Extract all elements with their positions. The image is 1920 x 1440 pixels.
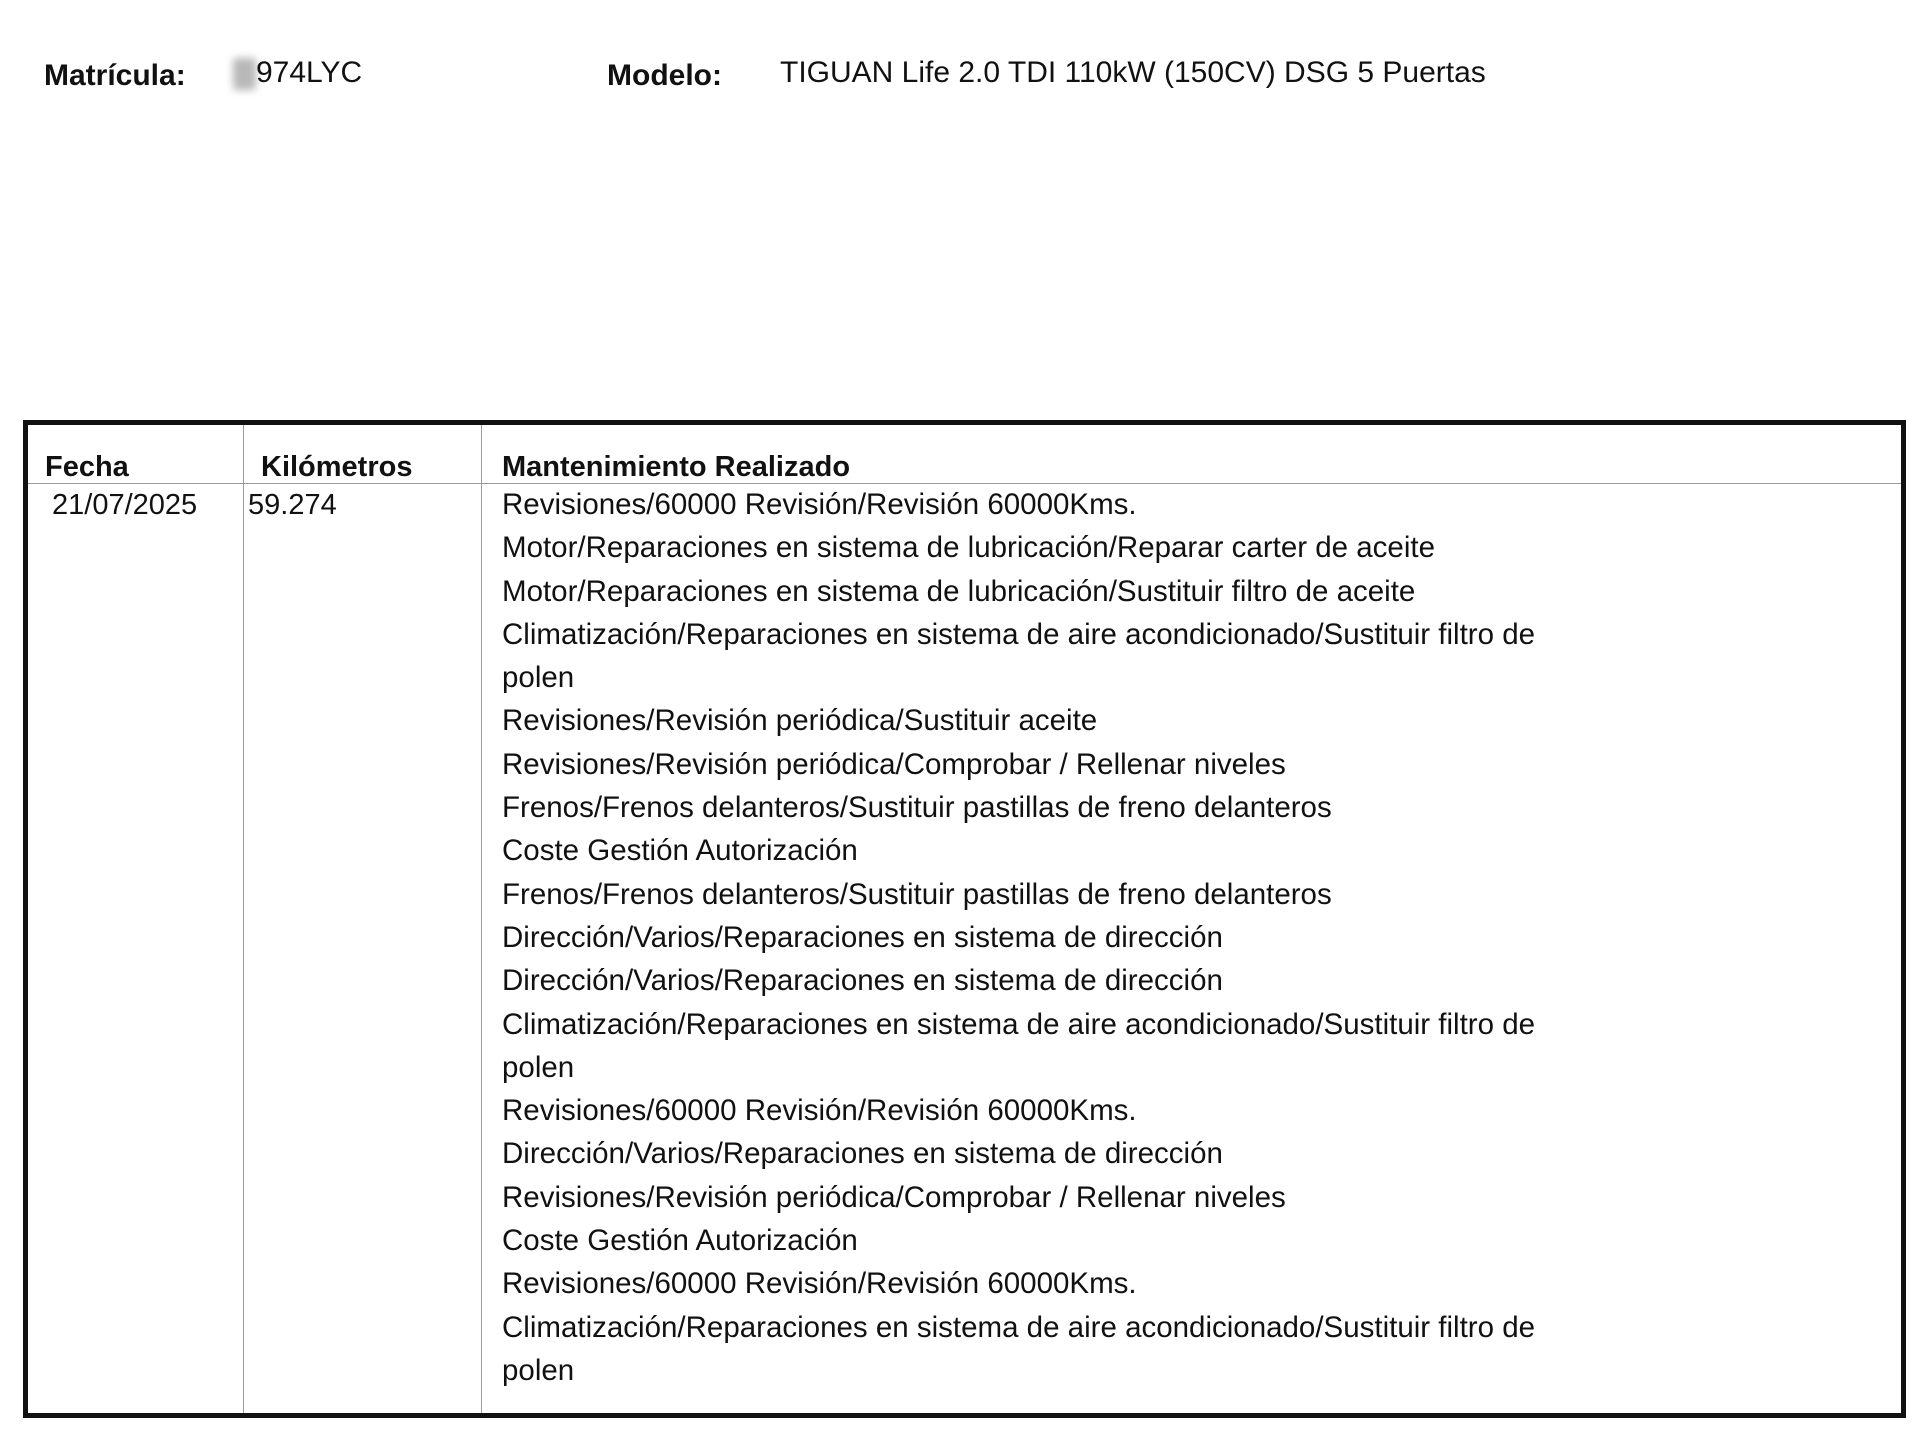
maintenance-line: Coste Gestión Autorización [502,1224,858,1258]
plate-value: 974LYC [256,56,363,89]
maintenance-line: Climatización/Reparaciones en sistema de aire acondicionado/Sustituir filtro de [502,617,1536,651]
maintenance-line: Frenos/Frenos delanteros/Sustituir pastillas de freno delanteros [502,877,1332,911]
maintenance-line: Revisiones/60000 Revisión/Revisión 60000Kms. [502,1094,1137,1128]
model-value: TIGUAN Life 2.0 TDI 110kW (150CV) DSG 5 Puertas [780,56,1486,89]
maintenance-line: Dirección/Varios/Reparaciones en sistema de dirección [502,1137,1223,1171]
column-divider [243,425,244,1413]
plate-redaction [233,58,256,90]
maintenance-line: Revisiones/Revisión periódica/Comprobar / Rellenar niveles [502,1180,1286,1214]
maintenance-line: Motor/Reparaciones en sistema de lubricación/Sustituir filtro de aceite [502,574,1416,608]
row-km: 59.274 [248,489,337,521]
maintenance-line: Dirección/Varios/Reparaciones en sistema de dirección [502,920,1223,954]
maintenance-table [23,420,1906,1418]
maintenance-line: Climatización/Reparaciones en sistema de aire acondicionado/Sustituir filtro de [502,1310,1536,1344]
plate-label: Matrícula: [44,59,186,92]
column-divider [481,425,482,1413]
maintenance-line: Motor/Reparaciones en sistema de lubricación/Reparar carter de aceite [502,531,1435,565]
maintenance-line: polen [502,661,575,695]
maintenance-list [502,483,1702,1392]
row-date: 21/07/2025 [52,489,198,521]
maintenance-line: Climatización/Reparaciones en sistema de aire acondicionado/Sustituir filtro de [502,1007,1536,1041]
column-header-km: Kilómetros [261,451,413,483]
column-header-date: Fecha [45,451,129,483]
maintenance-line: Revisiones/Revisión periódica/Comprobar / Rellenar niveles [502,747,1286,781]
maintenance-line: Revisiones/60000 Revisión/Revisión 60000Kms. [502,488,1137,521]
maintenance-line: Revisiones/Revisión periódica/Sustituir aceite [502,704,1098,738]
model-label: Modelo: [607,59,722,92]
maintenance-line: Coste Gestión Autorización [502,834,858,868]
maintenance-line: Dirección/Varios/Reparaciones en sistema de dirección [502,964,1223,998]
maintenance-line: Frenos/Frenos delanteros/Sustituir pastillas de freno delanteros [502,791,1332,825]
maintenance-line: polen [502,1353,575,1387]
column-header-maintenance: Mantenimiento Realizado [502,451,851,483]
maintenance-line: polen [502,1050,575,1084]
maintenance-line: Revisiones/60000 Revisión/Revisión 60000Kms. [502,1267,1137,1301]
